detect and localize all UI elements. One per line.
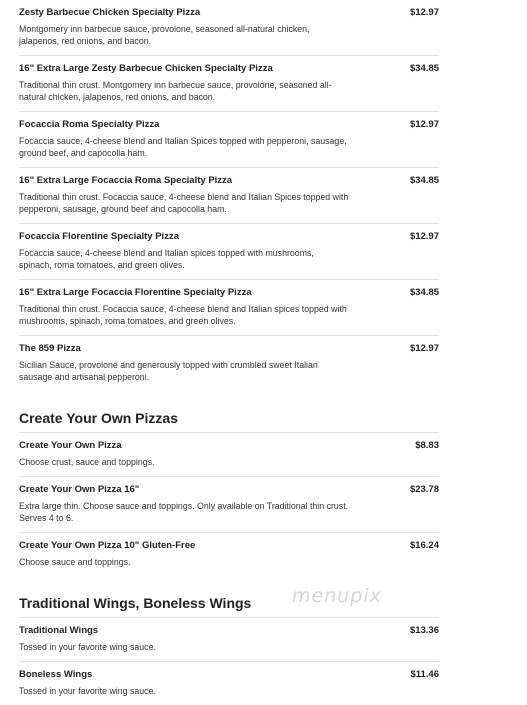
item-name: Create Your Own Pizza 16" <box>19 484 140 495</box>
item-price: $12.97 <box>409 119 439 130</box>
item-name: 16" Extra Large Zesty Barbecue Chicken Specialty Pizza <box>19 63 273 74</box>
menu-item[interactable] <box>19 168 439 224</box>
item-name: Focaccia Florentine Specialty Pizza <box>19 231 179 242</box>
section-wings <box>19 594 439 705</box>
item-description: Traditional thin crust. Montgomery inn barbecue sauce, provolone, seasoned all-natural chicken, jalapenos, red onions, and bacon. <box>19 80 332 102</box>
menu-item[interactable] <box>19 224 439 280</box>
item-name: Create Your Own Pizza 10" Gluten-Free <box>19 540 196 551</box>
item-description: Choose crust, sauce and toppings. <box>19 457 155 467</box>
section-specialty-pizzas <box>19 0 439 391</box>
item-price: $23.78 <box>409 484 439 495</box>
item-description: Sicilian Sauce, provolone and generously topped with crumbled sweet Italian sausage and artisanal pepperoni. <box>19 360 318 382</box>
menu-item[interactable] <box>19 533 439 576</box>
item-name: Focaccia Roma Specialty Pizza <box>19 119 160 130</box>
section-title: Traditional Wings, Boneless Wings <box>19 594 439 618</box>
menu-item[interactable] <box>19 433 439 477</box>
menu-item[interactable] <box>19 336 439 391</box>
menu-item[interactable] <box>19 477 439 533</box>
item-name: The 859 Pizza <box>19 343 81 354</box>
item-price: $12.97 <box>409 7 439 18</box>
item-price: $13.36 <box>409 625 439 636</box>
item-price: $34.85 <box>409 175 439 186</box>
menu-item[interactable] <box>19 0 439 56</box>
item-description: Choose sauce and toppings. <box>19 557 131 567</box>
item-name: Traditional Wings <box>19 625 99 636</box>
item-name: Zesty Barbecue Chicken Specialty Pizza <box>19 7 201 18</box>
menu-item[interactable] <box>19 280 439 336</box>
item-name: Boneless Wings <box>19 669 93 680</box>
item-description: Montgomery inn barbecue sauce, provolone, seasoned all-natural chicken, jalapenos, red onions, and bacon. <box>19 24 310 46</box>
item-description: Extra large thin. Choose sauce and toppings. Only available on Traditional thin crust. Serves 4 to 6. <box>19 501 349 523</box>
item-name: 16" Extra Large Focaccia Florentine Specialty Pizza <box>19 287 252 298</box>
item-description: Tossed in your favorite wing sauce. <box>19 642 156 652</box>
item-price: $12.97 <box>409 343 439 354</box>
item-price: $8.83 <box>415 440 439 451</box>
item-name: 16" Extra Large Focaccia Roma Specialty Pizza <box>19 175 233 186</box>
menu-item[interactable] <box>19 56 439 112</box>
menu-item[interactable] <box>19 618 439 662</box>
section-create-your-own <box>19 409 439 576</box>
item-description: Traditional thin crust. Focaccia sauce, 4-cheese blend and Italian spices topped with mushrooms, spinach, roma tomatoes, and green olives. <box>19 304 347 326</box>
item-price: $34.85 <box>409 63 439 74</box>
item-description: Focaccia sauce, 4-cheese blend and Italian Spices topped with pepperoni, sausage, ground beef, and capocolla ham. <box>19 136 347 158</box>
item-price: $12.97 <box>409 231 439 242</box>
item-price: $34.85 <box>409 287 439 298</box>
item-name: Create Your Own Pizza <box>19 440 122 451</box>
item-price: $11.46 <box>410 669 439 680</box>
menupix-watermark: menupix <box>292 585 382 607</box>
item-description: Focaccia sauce, 4-cheese blend and Italian spices topped with mushrooms, spinach, roma tomatoes, and green olives. <box>19 248 314 270</box>
menu-item[interactable] <box>19 662 439 705</box>
item-description: Traditional thin crust. Focaccia sauce, 4-cheese blend and Italian Spices topped with pepperoni, sausage, ground beef and capocolla ham. <box>19 192 349 214</box>
item-price: $16.24 <box>409 540 439 551</box>
section-title: Create Your Own Pizzas <box>19 409 439 433</box>
item-description: Tossed in your favorite wing sauce. <box>19 686 156 696</box>
menu-item[interactable] <box>19 112 439 168</box>
